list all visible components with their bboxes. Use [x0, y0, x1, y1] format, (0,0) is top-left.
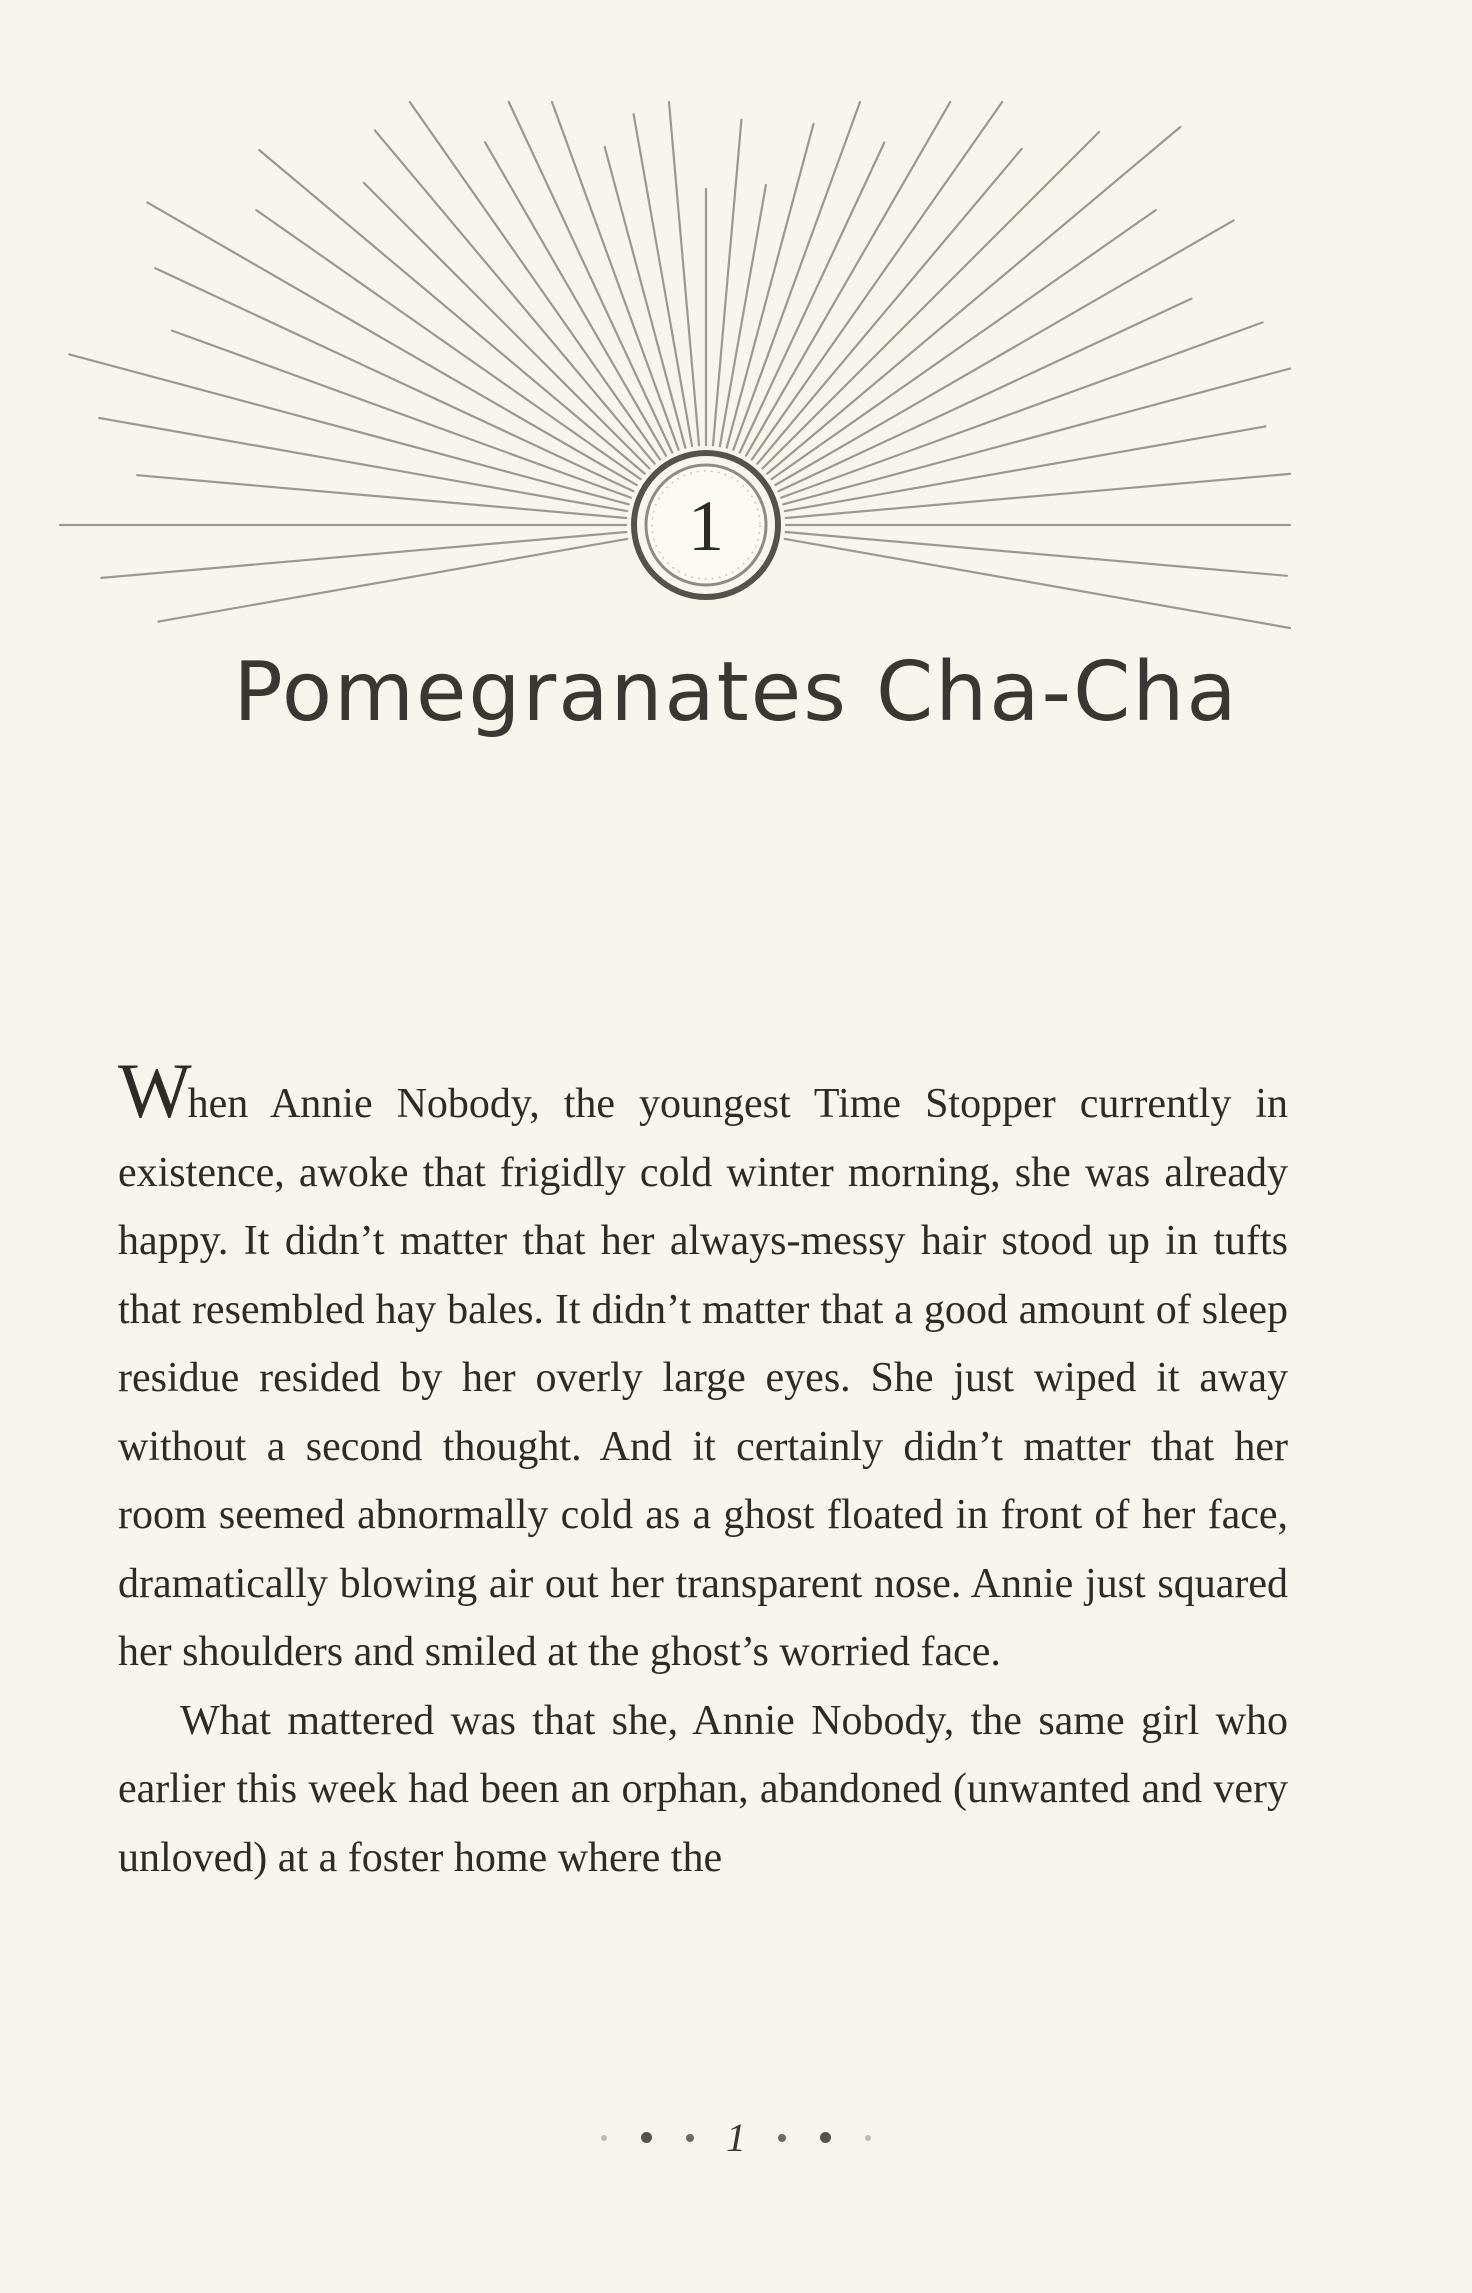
sunburst-ray: [786, 532, 1287, 576]
folio-dot-icon: [778, 2134, 786, 2142]
sunburst-ray: [137, 475, 626, 518]
sunburst-ray: [364, 183, 650, 469]
sunburst-ray: [552, 102, 679, 450]
chapter-medallion: [634, 453, 778, 597]
chapter-title: Pomegranates Cha-Cha: [233, 645, 1239, 740]
sunburst-ray: [740, 143, 885, 453]
sunburst-ray: [727, 124, 814, 448]
folio-dot-icon: [601, 2135, 607, 2141]
sunburst-ray: [669, 102, 699, 445]
paragraph-2: What mattered was that she, Annie Nobody, the same girl who earlier this week had been an orphan, abandoned (unwanted and very unloved) at a foster home where the: [118, 1697, 1288, 1881]
folio-dot-icon: [820, 2132, 831, 2143]
sunburst-ray: [757, 149, 1021, 464]
sunburst-ray: [256, 210, 640, 479]
paragraph-1: [118, 1047, 1288, 1687]
chapter-number: 1: [688, 486, 724, 566]
sunburst-ray: [772, 210, 1156, 479]
sunburst-ray: [69, 354, 628, 504]
paragraph-1-text: hen Annie Nobody, the youngest Time Stopper currently in existence, awoke that frigidly cold winter morning, she was already happy. It didn’t matter that her always-messy hair stood up in tufts that resembled hay bales. It didn’t matter that a good amount of sleep residue resided by her overly large eyes. She just wiped it away without a second thought. And it certainly didn’t matter that her room seemed abnormally cold as a ghost floated in front of her face, dramatically blowing air out her transparent nose. Annie just squared her shoulders and smiled at the ghost’s worried face.: [118, 1081, 1288, 1675]
sunburst-ray: [767, 127, 1180, 474]
chapter-body: [118, 1047, 1288, 1892]
page-folio: [0, 2110, 1472, 2161]
sunburst-ray: [733, 102, 860, 450]
sunburst-ray: [158, 539, 627, 622]
sunburst-ray: [720, 185, 766, 446]
sunburst-ray: [763, 132, 1099, 468]
sunburst-ray: [99, 418, 627, 511]
sunburst-ray: [634, 114, 693, 446]
sunburst-ray: [779, 299, 1192, 492]
folio-dot-icon: [865, 2135, 871, 2141]
sunburst-ray: [485, 142, 666, 456]
sunburst-ray: [172, 331, 631, 498]
sunburst-ray: [101, 532, 626, 578]
sunburst-ray: [147, 202, 636, 485]
sunburst-ornament: [0, 100, 1472, 660]
sunburst-ray: [605, 147, 686, 448]
folio-dot-icon: [686, 2134, 694, 2142]
drop-cap: W: [118, 1047, 188, 1134]
sunburst-ray: [785, 539, 1290, 628]
sunburst-ray: [786, 474, 1290, 518]
page-number: 1: [726, 2115, 746, 2161]
folio-dot-icon: [641, 2132, 652, 2143]
sunburst-ray: [713, 120, 741, 445]
